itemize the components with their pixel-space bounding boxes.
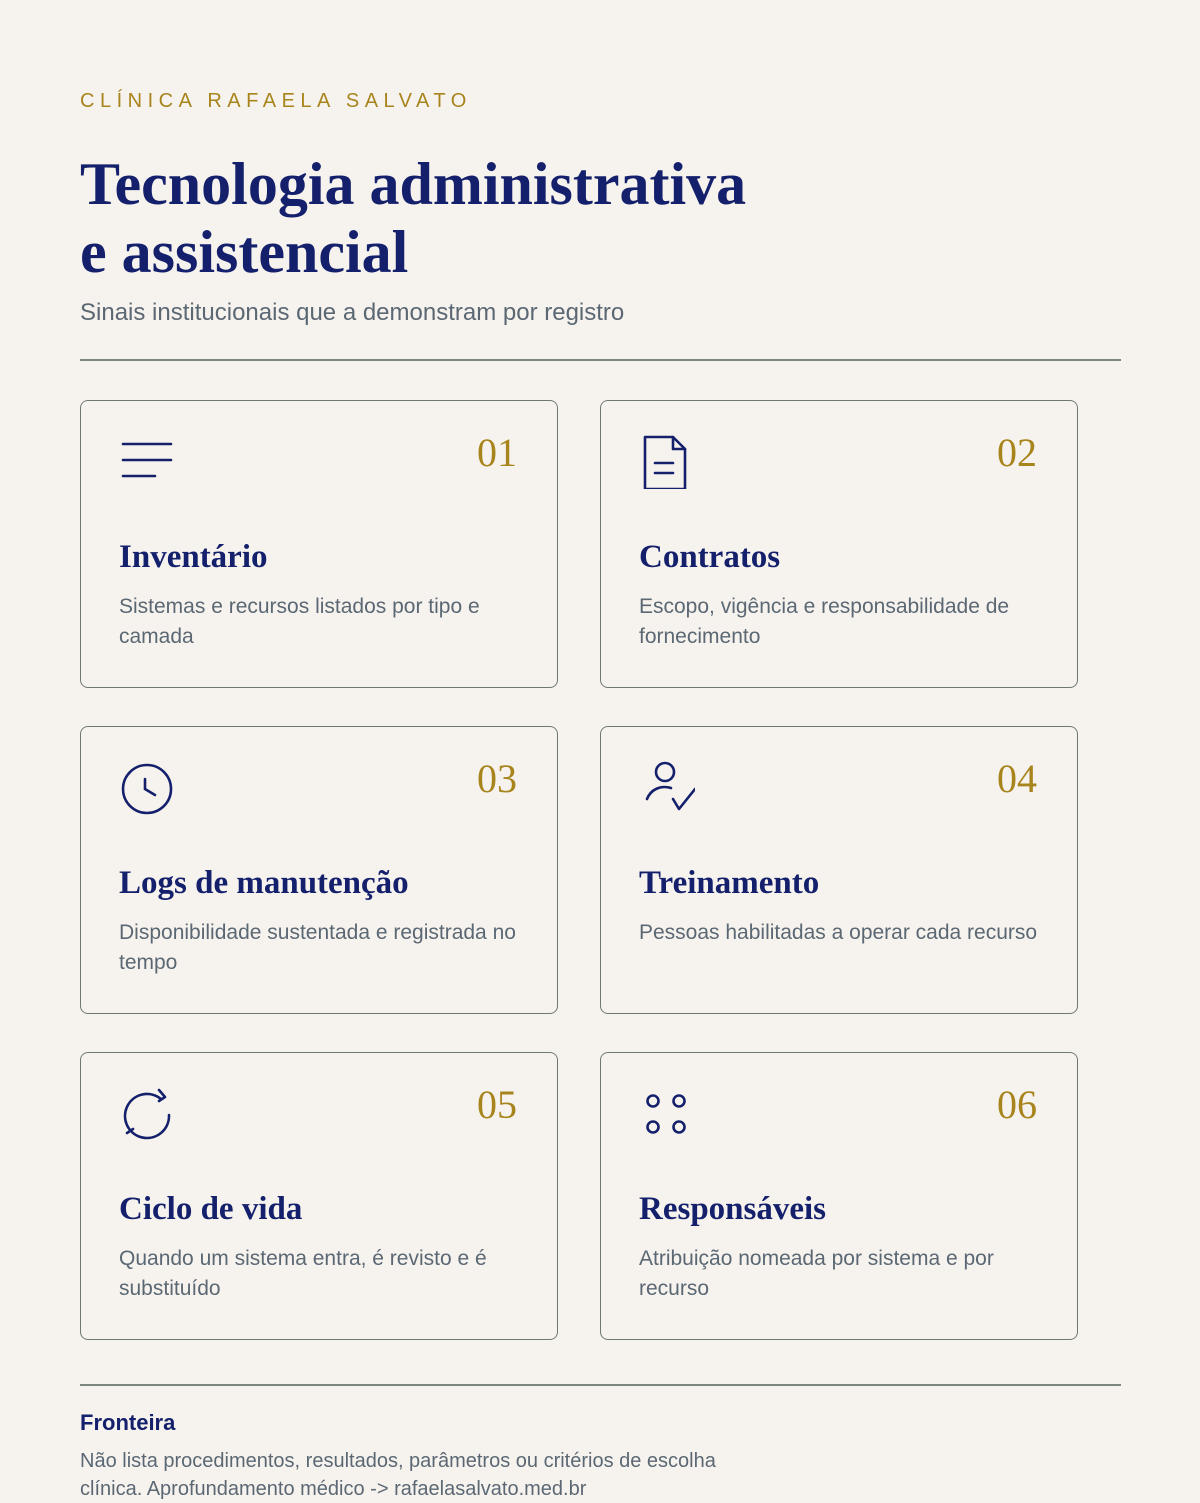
brand-eyebrow: CLÍNICA RAFAELA SALVATO [80,90,472,112]
page-subtitle: Sinais institucionais que a demonstram por registro [80,299,625,326]
page-title-line-2: e assistencial [80,219,409,285]
card-description: Atribuição nomeada por sistema e por recurso [639,1247,994,1300]
document-icon [639,433,695,489]
card-logs-manutencao [80,726,558,1014]
card-inventario [80,400,558,688]
card-number: 03 [477,756,517,801]
page-title [80,150,746,286]
card-description: Disponibilidade sustentada e registrada no tempo [119,921,516,974]
card-description: Escopo, vigência e responsabilidade de fornecimento [639,595,1010,648]
page-title-line-1: Tecnologia administrativa [80,151,747,217]
card-title: Responsáveis [639,1191,827,1227]
card-title: Ciclo de vida [119,1191,303,1227]
card-description: Pessoas habilitadas a operar cada recurso [639,921,1038,944]
card-ciclo-de-vida [80,1052,558,1340]
user-check-icon [639,759,695,815]
card-title: Treinamento [639,865,820,901]
card-title: Inventário [119,539,268,575]
card-number: 06 [997,1082,1037,1127]
card-title: Contratos [639,539,781,575]
card-treinamento [600,726,1078,1014]
card-description: Quando um sistema entra, é revisto e é substituído [119,1247,487,1300]
card-number: 01 [477,430,517,475]
card-number: 02 [997,430,1037,475]
card-description: Sistemas e recursos listados por tipo e camada [119,595,480,648]
card-contratos [600,400,1078,688]
card-number: 04 [997,756,1037,801]
footer-title: Fronteira [80,1410,176,1435]
list-lines-icon [119,433,175,489]
card-title: Logs de manutenção [119,865,409,901]
header-divider [80,359,1121,361]
card-responsaveis [600,1052,1078,1340]
card-number: 05 [477,1082,517,1127]
footer-divider [80,1384,1121,1386]
clock-icon [119,759,175,815]
footer-text: Não lista procedimentos, resultados, parâmetros ou critérios de escolha clínica. Aprofundamento médico -> rafaelasalvato.med.br [80,1450,716,1500]
refresh-cycle-icon [119,1085,175,1141]
four-dots-icon [639,1085,695,1141]
